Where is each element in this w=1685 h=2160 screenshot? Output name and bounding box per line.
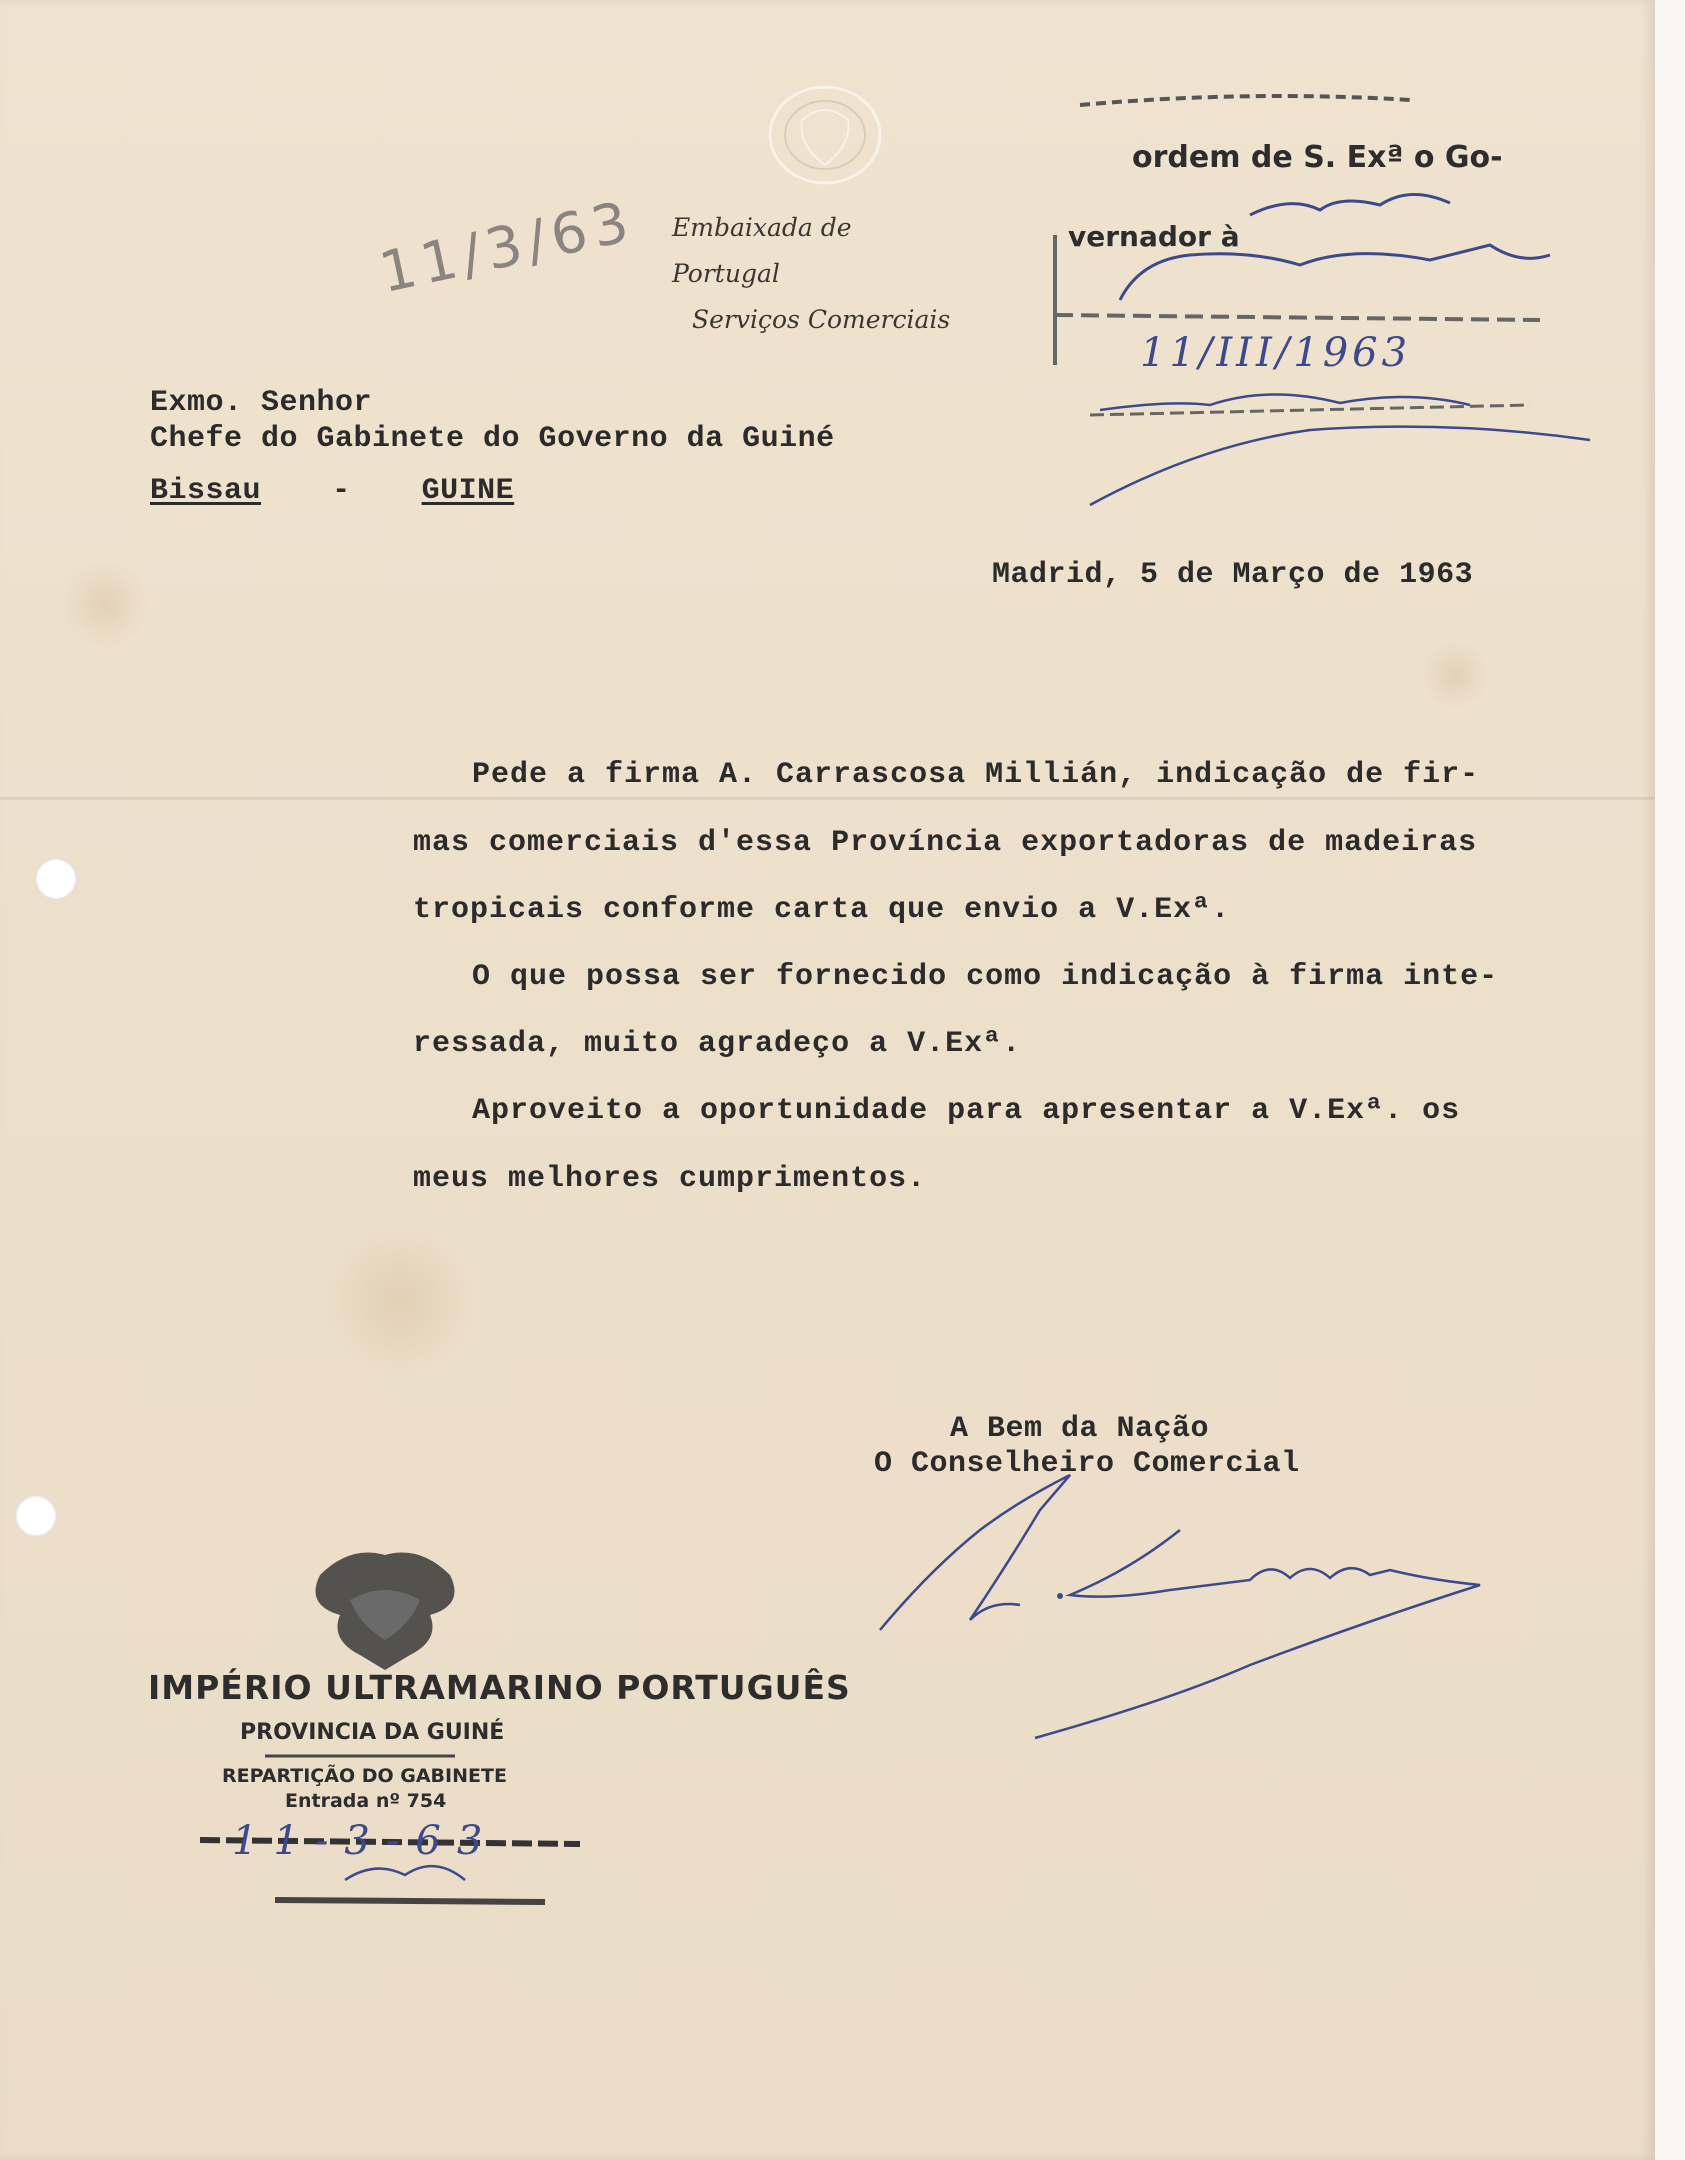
recipient-title: Chefe do Gabinete do Governo da Guiné [150, 422, 835, 456]
letterhead-line-1: Embaixada de Portugal [672, 213, 852, 288]
paper-fold [0, 797, 1655, 800]
stamp-top-date: 11/III/1963 [1140, 330, 1412, 376]
coat-of-arms-icon [300, 1545, 470, 1675]
stamp-bottom-line-4: Entrada nº 754 [285, 1790, 447, 1812]
recipient-separator: - [332, 474, 351, 508]
body-line-6: Aproveito a oportunidade para apresentar a V.Exª. os [472, 1094, 1461, 1128]
letterhead [660, 205, 960, 343]
body-line-2: mas comerciais d'essa Província exportadoras de madeiras [413, 826, 1478, 860]
body-line-5: ressada, muito agradeço a V.Exª. [413, 1027, 1022, 1061]
punch-hole [35, 858, 77, 900]
paper-stain [60, 560, 150, 650]
date-line: Madrid, 5 de Março de 1963 [992, 558, 1474, 592]
closing-line-1: A Bem da Nação [950, 1412, 1210, 1446]
recipient-city: Bissau [150, 474, 262, 508]
stamp-bottom-line-1: IMPÉRIO ULTRAMARINO PORTUGUÊS [148, 1668, 851, 1707]
signature-icon [870, 1420, 1490, 1740]
body-line-4: O que possa ser fornecido como indicação à firma inte- [472, 960, 1499, 994]
body-line-1: Pede a firma A. Carrascosa Millián, indicação de fir- [472, 758, 1480, 792]
letterhead-line-2: Serviços Comerciais [692, 305, 951, 334]
body-line-3: tropicais conforme carta que envio a V.Exª. [413, 893, 1231, 927]
recipient-salutation: Exmo. Senhor [150, 386, 373, 420]
recipient-address [150, 474, 514, 508]
stamp-bottom-line-3: REPARTIÇÃO DO GABINETE [222, 1765, 507, 1787]
closing-line-2: O Conselheiro Comercial [874, 1447, 1300, 1481]
stamp-bottom-line-2: PROVINCIA DA GUINÉ [240, 1720, 505, 1745]
stamp-bottom-date: 11-3-63 [232, 1818, 499, 1864]
embossed-seal-icon [762, 80, 888, 190]
handwritten-date-top: 11/3/63 [374, 188, 640, 307]
body-line-7: meus melhores cumprimentos. [413, 1162, 927, 1196]
paper-stain [320, 1220, 480, 1380]
stamp-top-line-2: vernador à [1068, 220, 1240, 253]
paper-stain [1420, 640, 1490, 710]
recipient-country: GUINE [421, 474, 515, 508]
punch-hole [15, 1495, 57, 1537]
page-edge [1655, 0, 1685, 2160]
stamp-top-line-1: ordem de S. Exª o Go- [1132, 140, 1503, 175]
